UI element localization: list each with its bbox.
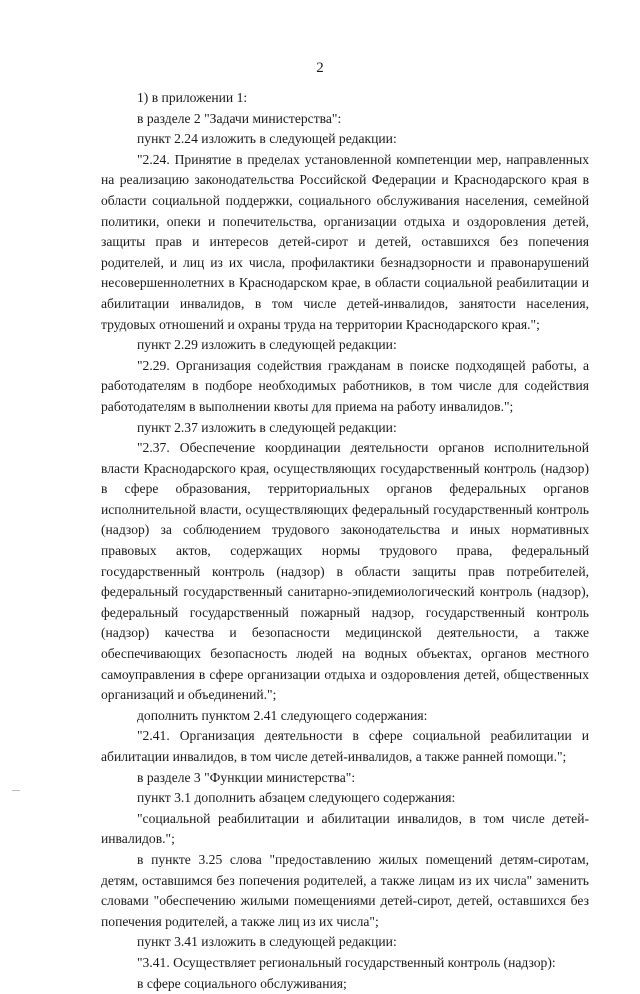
scan-artifact (12, 790, 20, 791)
paragraph: в разделе 2 "Задачи министерства": (137, 110, 342, 126)
paragraph: в сфере социального обслуживания; (137, 975, 347, 991)
paragraph: 1) в приложении 1: (137, 90, 248, 105)
document-body (101, 88, 589, 994)
page-number: 2 (316, 60, 324, 76)
paragraph: пункт 2.37 изложить в следующей редакции: (137, 419, 397, 435)
paragraph: "2.41. Организация деятельности в сфере социальной реабилитации и абилитации инвалидов, в том числе детей-инвалидов, а также ранней помощи."; (101, 728, 589, 764)
paragraph: "социальной реабилитации и абилитации инвалидов, в том числе детей-инвалидов."; (101, 810, 589, 847)
paragraph: "2.37. Обеспечение координации деятельности органов исполнительной власти Краснодарского края, осуществляющих государственный контроль (надзор) в сфере образования, территориальных органов федеральных органов исполнительной власти, осуществляющих федеральный государственный контроль (надзор) за соблюдением трудового законодательства и иных нормативных правовых актов, содержащих нормы трудового права, федеральный государственный контроль (надзор) в области защиты прав потребителей, федеральный государственный санитарно-эпидемиологический контроль (надзор), федеральный государственный пожарный надзор, государственный контроль (надзор) качества и безопасности медицинской деятельности, а также обеспечивающих безопасность людей на водных объектах, органов местного самоуправления в сфере организации отдыха и оздоровления детей, общественных организаций и объединений."; (101, 440, 589, 703)
paragraph: "3.41. Осуществляет региональный государственный контроль (надзор): (137, 954, 556, 970)
paragraph: пункт 3.41 изложить в следующей редакции: (137, 934, 397, 950)
paragraph: пункт 2.29 изложить в следующей редакции: (137, 337, 397, 353)
paragraph: "2.24. Принятие в пределах установленной компетенции мер, направленных на реализацию законодательства Российской Федерации и Краснодарского края в области социальной поддержки, социального обслуживания населения, семейной политики, опеки и попечительства, организации отдыха и оздоровления детей, защиты прав и интересов детей-сирот и детей, оставшихся без попечения родителей, и лиц из их числа, профилактики безнадзорности и правонарушений несовершеннолетних в Краснодарском крае, в области социальной реабилитации и абилитации инвалидов, в том числе детей-инвалидов, занятости населения, трудовых отношений и охраны труда на территории Краснодарского края."; (101, 151, 589, 332)
paragraph: дополнить пунктом 2.41 следующего содержания: (137, 707, 428, 723)
paragraph: пункт 3.1 дополнить абзацем следующего содержания: (137, 790, 456, 806)
paragraph: "2.29. Организация содействия гражданам в поиске подходящей работы, а работодателям в подборе необходимых работников, в том числе для содействия работодателям в выполнении квоты для приема на работу инвалидов."; (101, 357, 589, 414)
paragraph: в разделе 3 "Функции министерства": (137, 769, 356, 785)
paragraph: в пункте 3.25 слова "предоставлению жилых помещений детям-сиротам, детям, оставшимся без попечения родителей, а также лицам из их числа" заменить словами "обеспечению жилыми помещениями детей-сирот, детей, оставшихся без попечения родителей, а также лиц из их числа"; (101, 851, 589, 929)
paragraph: пункт 2.24 изложить в следующей редакции: (137, 131, 397, 147)
